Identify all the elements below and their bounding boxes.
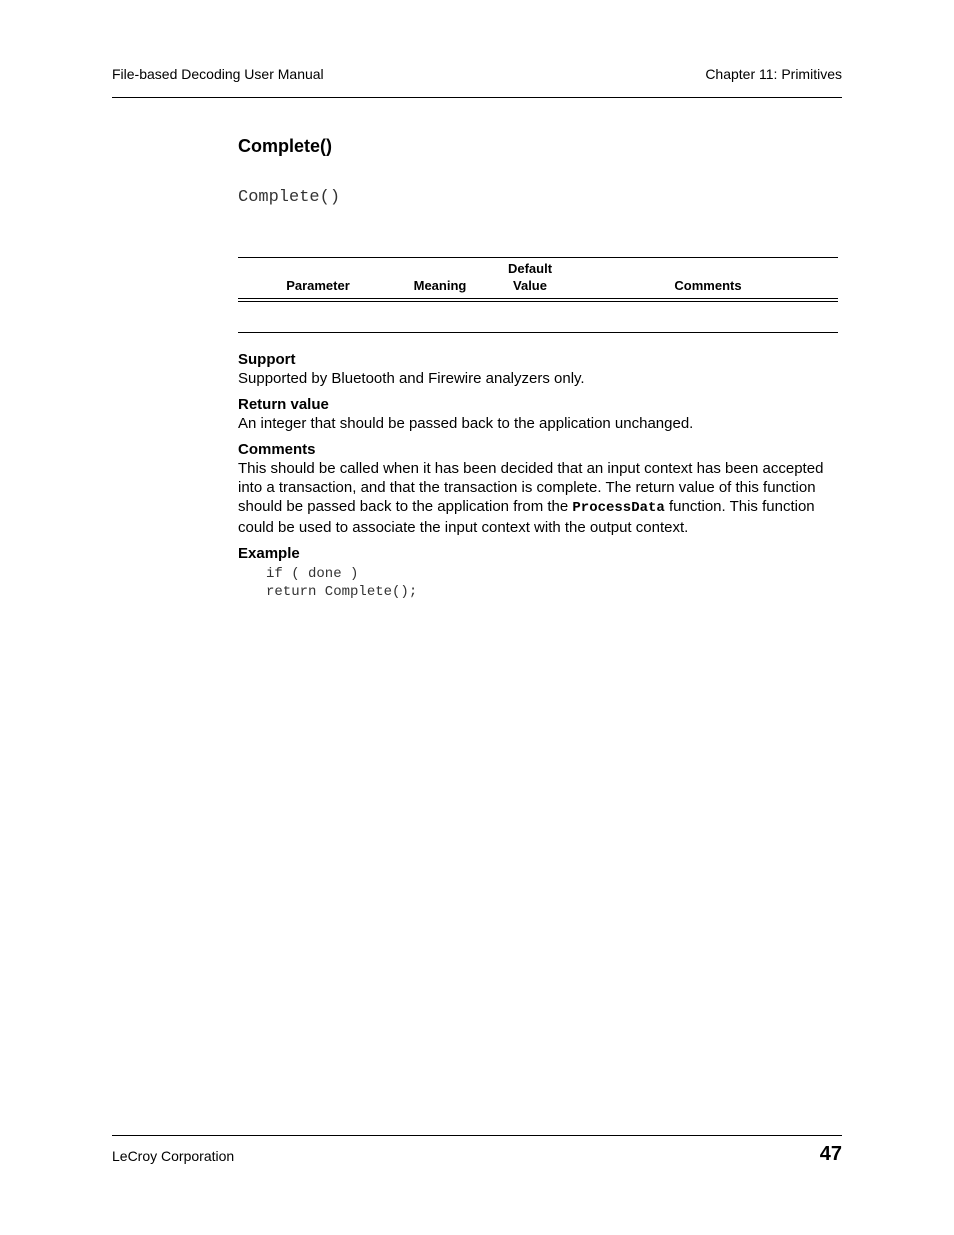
example-code-block [266,565,838,601]
comments-text-after: function. This function could be used to associate the input context with the output context. [238,498,815,536]
support-heading: Support [238,351,296,368]
table-header-row [238,258,838,298]
footer-company: LeCroy Corporation [112,1148,235,1164]
footer-divider [112,1135,842,1136]
header-manual-title: File-based Decoding User Manual [112,66,324,82]
return-value-heading: Return value [238,396,329,413]
example-code-line-2: return Complete(); [266,584,418,600]
main-content [238,134,838,600]
return-value-text: An integer that should be passed back to the application unchanged. [238,415,694,432]
comments-inline-code: ProcessData [572,500,665,516]
column-header-parameter: Parameter [286,278,350,293]
table-bottom-rule [238,332,838,333]
column-header-default-value [490,260,570,294]
column-header-comments: Comments [674,278,742,293]
column-header-default-line2: Value [513,278,547,293]
description-sections [238,350,838,601]
comments-heading: Comments [238,441,316,458]
comments-text-before: This should be called when it has been decided that an input context has been accepted into a transaction, and that the transaction is complete. The return value of this function should be passed back to the application from the [238,460,824,515]
example-heading: Example [238,545,300,562]
table-empty-row [238,302,838,332]
example-code-line-1: if ( done ) [266,566,359,582]
support-text: Supported by Bluetooth and Firewire analyzers only. [238,370,585,387]
function-title: Complete() [238,136,332,156]
page-number: 47 [819,1143,842,1165]
column-header-meaning: Meaning [413,278,467,293]
header-divider [112,97,842,98]
comments-text [238,459,838,537]
column-header-default-line1: Default [507,261,553,276]
parameter-table [238,257,838,333]
header-chapter-title: Chapter 11: Primitives [705,66,842,82]
function-signature: Complete() [238,188,341,207]
